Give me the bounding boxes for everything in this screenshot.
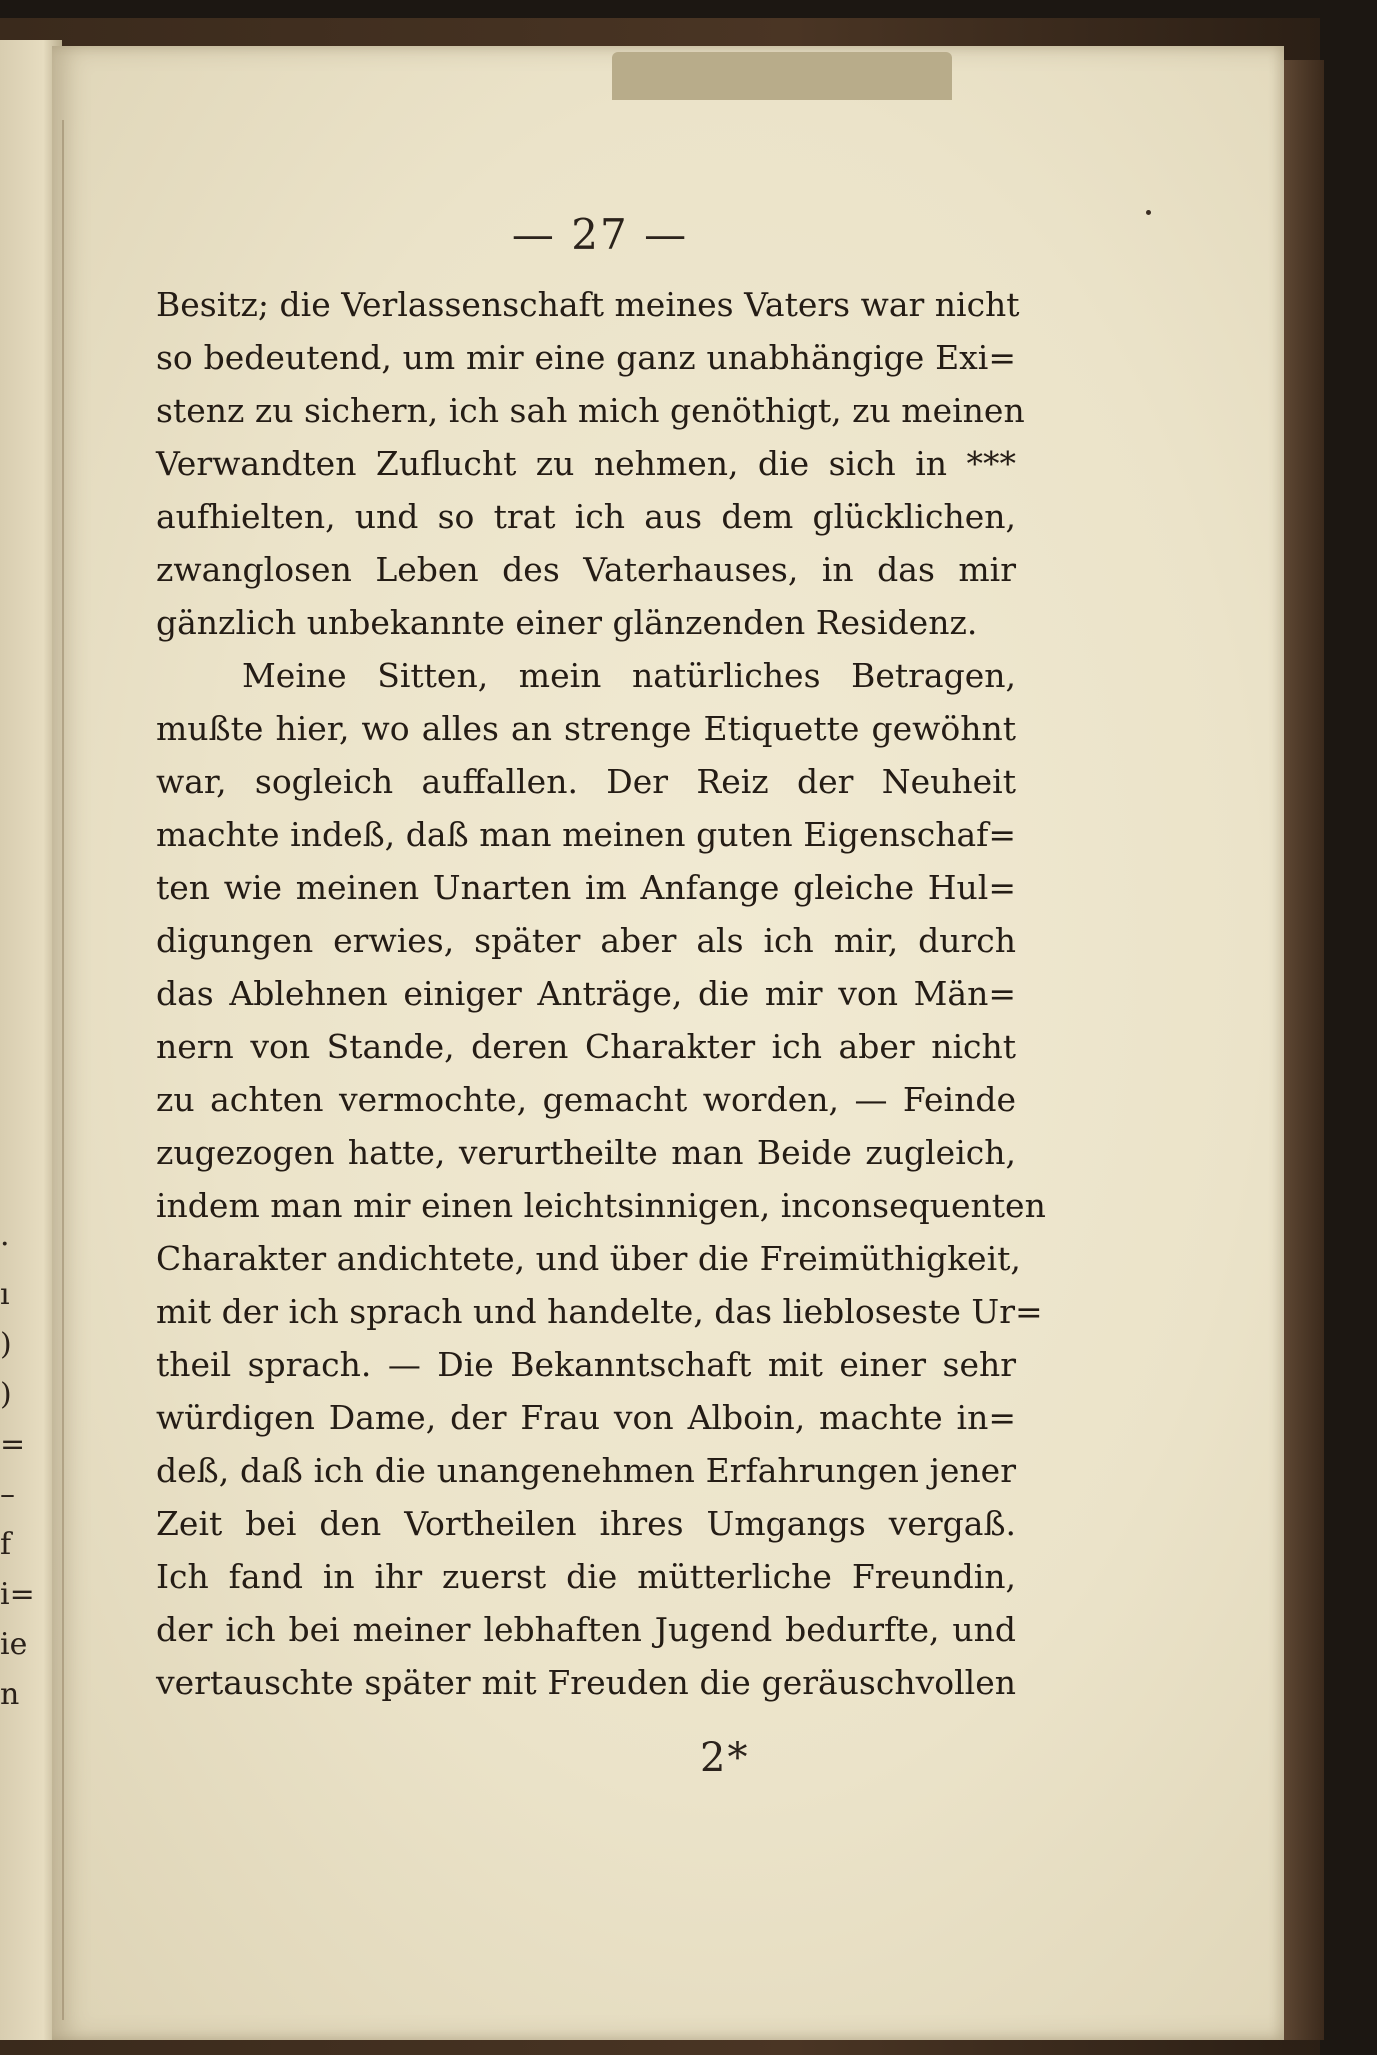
text-line: digungen erwies, später aber als ich mir, durch — [156, 921, 1016, 960]
paragraph-start-line: Meine Sitten, mein natürliches Betragen, — [242, 656, 1016, 695]
text-line: Verwandten Zuflucht zu nehmen, die sich in *** — [156, 444, 1016, 483]
text-line: mit der ich sprach und handelte, das liebloseste Ur= — [156, 1292, 1043, 1331]
ink-dot — [1146, 210, 1151, 215]
body-text — [156, 278, 1046, 1709]
book-edge-right — [1284, 60, 1324, 2040]
left-fragment: ı — [0, 1277, 10, 1312]
left-fragment: ie — [0, 1627, 28, 1662]
left-fragment: n — [0, 1677, 20, 1712]
text-line: machte indeß, daß man meinen guten Eigenschaf= — [156, 815, 1016, 854]
text-line: Ich fand in ihr zuerst die mütterliche Freundin, — [156, 1557, 1016, 1596]
text-line: das Ablehnen einiger Anträge, die mir von Män= — [156, 974, 1016, 1013]
text-line: Zeit bei den Vortheilen ihres Umgangs vergaß. — [156, 1504, 1016, 1543]
signature-mark: 2* — [700, 1735, 750, 1781]
text-line: Besitz; die Verlassenschaft meines Vaters war nicht — [156, 285, 1020, 324]
left-fragment: · — [0, 1227, 10, 1262]
text-line: vertauschte später mit Freuden die geräuschvollen — [156, 1663, 1016, 1702]
left-fragment: = — [0, 1427, 26, 1462]
text-line: deß, daß ich die unangenehmen Erfahrungen jener — [156, 1451, 1016, 1490]
left-page-text-fragments — [0, 1220, 35, 1720]
left-fragment: f — [0, 1527, 12, 1562]
text-line: zugezogen hatte, verurtheilte man Beide zugleich, — [156, 1133, 1016, 1172]
text-line: nern von Stande, deren Charakter ich aber nicht — [156, 1027, 1016, 1066]
gutter-line — [62, 120, 64, 2020]
text-line: so bedeutend, um mir eine ganz unabhängige Exi= — [156, 338, 1016, 377]
text-line: stenz zu sichern, ich sah mich genöthigt, zu meinen — [156, 391, 1025, 430]
left-fragment: ) — [0, 1377, 12, 1412]
text-line: war, sogleich auffallen. Der Reiz der Neuheit — [156, 762, 1016, 801]
text-line: zu achten vermochte, gemacht worden, — Feinde — [156, 1080, 1016, 1119]
text-line: würdigen Dame, der Frau von Alboin, machte in= — [156, 1398, 1016, 1437]
left-fragment: ) — [0, 1327, 12, 1362]
text-line: Charakter andichtete, und über die Freimüthigkeit, — [156, 1239, 1021, 1278]
text-line: mußte hier, wo alles an strenge Etiquette gewöhnt — [156, 709, 1016, 748]
text-line: theil sprach. — Die Bekanntschaft mit einer sehr — [156, 1345, 1016, 1384]
text-line: gänzlich unbekannte einer glänzenden Residenz. — [156, 603, 978, 642]
left-fragment: – — [0, 1477, 15, 1512]
left-fragment: i= — [0, 1577, 35, 1612]
page-tab — [612, 52, 952, 100]
text-line: zwanglosen Leben des Vaterhauses, in das mir — [156, 550, 1016, 589]
text-line: ten wie meinen Unarten im Anfange gleiche Hul= — [156, 868, 1016, 907]
page-number: — 27 — — [511, 210, 689, 259]
text-line: indem man mir einen leichtsinnigen, inconsequenten — [156, 1186, 1046, 1225]
text-line: der ich bei meiner lebhaften Jugend bedurfte, und — [156, 1610, 1016, 1649]
text-line: aufhielten, und so trat ich aus dem glücklichen, — [156, 497, 1016, 536]
